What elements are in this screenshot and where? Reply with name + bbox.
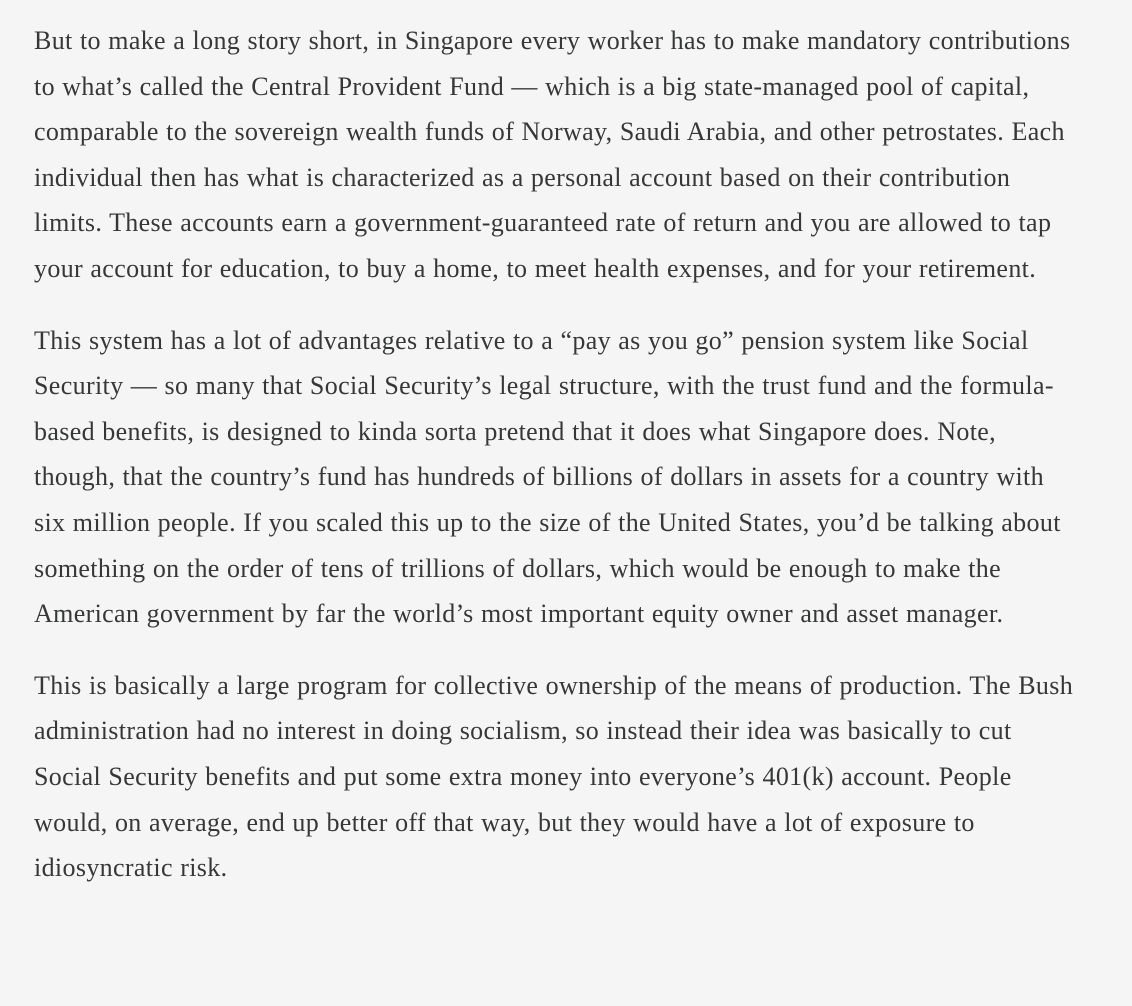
paragraph-singapore-cpf: But to make a long story short, in Singapore every worker has to make mandatory contributions to what’s called the Central Provident Fund — which is a big state-managed pool of capital, comparable to the sovereign wealth funds of Norway, Saudi Arabia, and other petrostates. Each individual then has what is characterized as a personal account based on their contribution limits. These accounts earn a government-guaranteed rate of return and you are allowed to tap your account for education, to buy a home, to meet health expenses, and for your retirement. — [34, 26, 1071, 283]
paragraph-system-advantages: This system has a lot of advantages relative to a “pay as you go” pension system like Social Security — so many that Social Security’s legal structure, with the trust fund and the formula-based benefits, is designed to kinda sorta pretend that it does what Singapore does. Note, though, that the country’s fund has hundreds of billions of dollars in assets for a country with six million people. If you scaled this up to the size of the United States, you’d be talking about something on the order of tens of trillions of dollars, which would be enough to make the American government by far the world’s most important equity owner and asset manager. — [34, 325, 1061, 629]
paragraph-collective-ownership: This is basically a large program for collective ownership of the means of production. The Bush administration had no interest in doing socialism, so instead their idea was basically to cut Social Security benefits and put some extra money into everyone’s 401(k) account. People would, on average, end up better off that way, but they would have a lot of exposure to idiosyncratic risk. — [34, 670, 1074, 883]
